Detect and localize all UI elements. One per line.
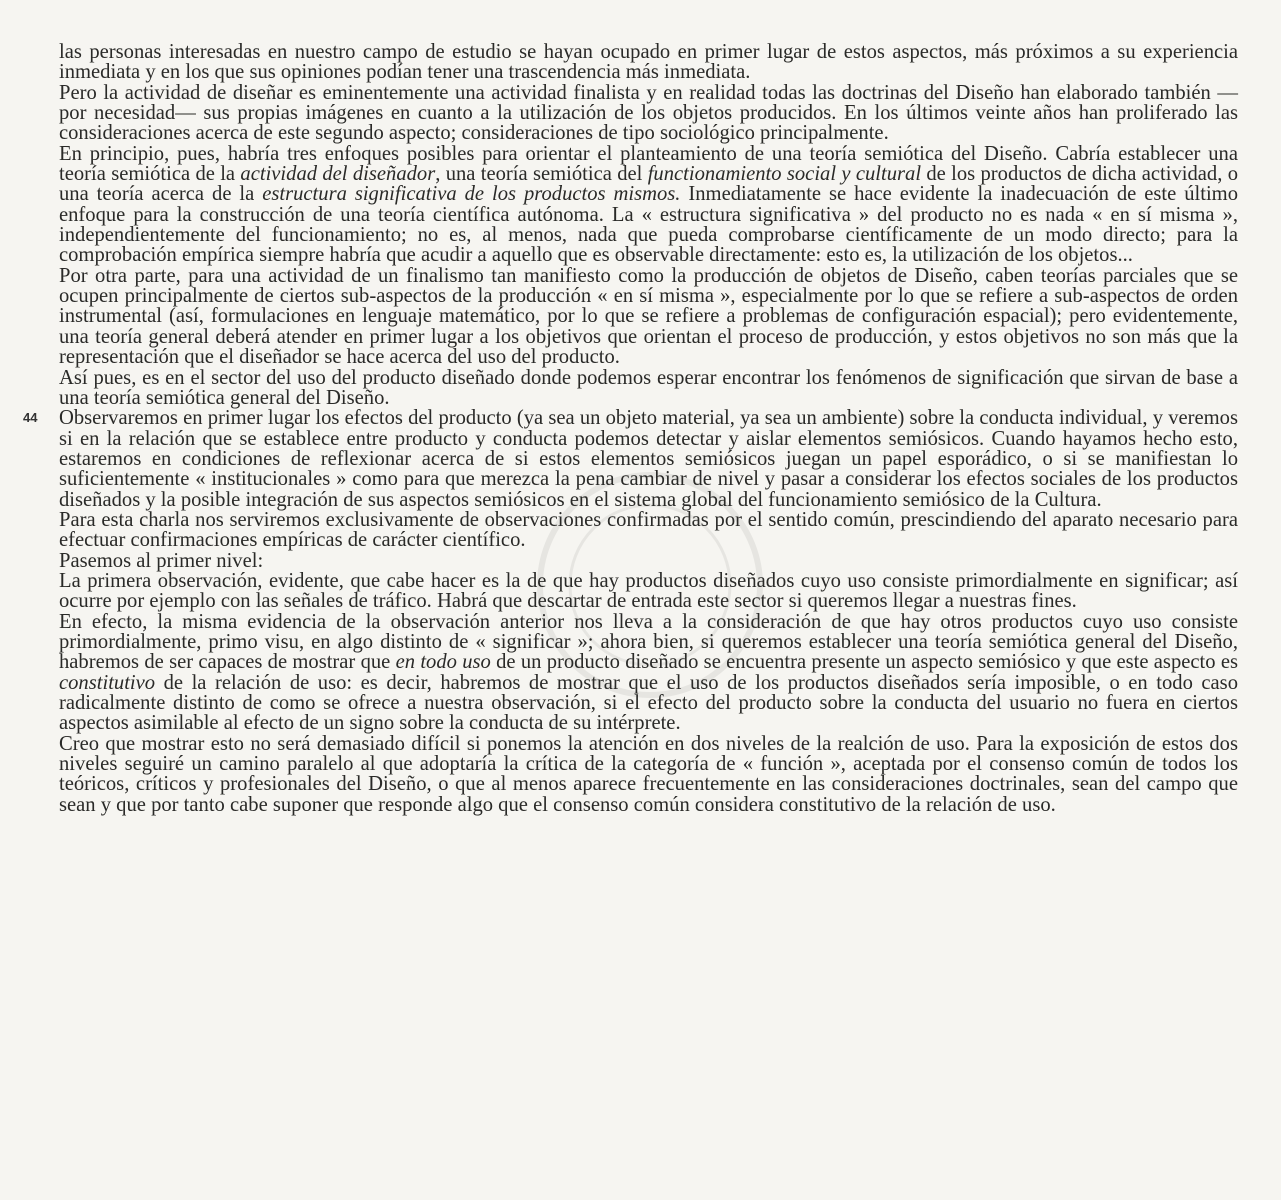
paragraph: [59, 612, 1238, 734]
text-run: de los productos de dicha actividad, o una teoría acerca de la: [59, 163, 1238, 206]
italic-phrase: functionamiento social y cultural: [647, 163, 922, 186]
paragraph: [59, 42, 1238, 83]
paragraph: [59, 408, 1238, 510]
paragraph: [59, 571, 1238, 612]
text-run: Por otra parte, para una actividad de un finalismo tan manifiesto como la producción de objetos de Diseño, caben teorías parciales que se ocupen principalmente de ciertos sub-aspectos de la producción « en sí misma », especialmente por lo que se refiere a sub-aspectos de orden instrumental (así, formulaciones en lenguaje matemático, por lo que se refiere a problemas de configuración espacial); pero evidentemente, una teoría general deberá atender en primer lugar a los objetivos que orientan el proceso de producción, y estos objetivos no son más que la representación que el diseñador se hace acerca del uso del producto.: [59, 264, 1238, 369]
text-run: , una teoría semiótica del: [435, 163, 648, 186]
text-run: Pero la actividad de diseñar es eminentemente una actividad finalista y en realidad todas las doctrinas del Diseño han elaborado también — por necesidad— sus propias imágenes en cuanto a la utilización de los objetos producidos. En los últimos veinte años han proliferado las consideraciones acerca de este segundo aspecto; consideraciones de tipo sociológico principalmente.: [59, 81, 1238, 145]
italic-phrase: en todo uso: [395, 651, 491, 674]
body-text: [59, 42, 1238, 815]
text-run: Inmediatamente se hace evidente la inadecuación de este último enfoque para la construcción de una teoría científica autónoma. La « estructura significativa » del producto no es nada « en sí misma », independientemente del funcionamiento; no es, al menos, nada que pueda comprobarse científicamente de un modo directo; para la comprobación empírica siempre habría que acudir a aquello que es observable directamente: esto es, la utilización de los objetos...: [59, 183, 1238, 267]
paragraph: [59, 83, 1238, 144]
paragraph: [59, 734, 1238, 815]
text-run: Observaremos en primer lugar los efectos del producto (ya sea un objeto material, ya sea un ambiente) sobre la conducta individual, y veremos si en la relación que se establece entre producto y conducta podemos detectar y aislar elementos semiósicos. Cuando hayamos hecho esto, estaremos en condiciones de reflexionar acerca de si estos elementos semiósicos juegan un papel esporádico, o si se manifiestan lo suficientemente « institucionales » como para que merezca la pena cambiar de nivel y pasar a considerar los efectos sociales de los productos diseñados y la posible integración de sus aspectos semiósicos en el sistema global del funcionamiento semiósico de la Cultura.: [59, 407, 1238, 511]
paragraph: [59, 266, 1238, 368]
text-run: de la relación de uso: es decir, habremos de mostrar que el uso de los productos diseñados sería imposible, o en todo caso radicalmente distinto de como se ofrece a nuestra observación, si el efecto del producto sobre la conducta del usuario no fuera en ciertos aspectos asimilable al efecto de un signo sobre la conducta de su intérprete.: [59, 671, 1238, 735]
text-run: de un producto diseñado se encuentra presente un aspecto semiósico y que este aspecto es: [490, 651, 1238, 674]
page-number: 44: [23, 410, 38, 425]
text-run: En efecto, la misma evidencia de la observación anterior nos lleva a la consideración de que hay otros productos cuyo uso consiste primordialmente, primo visu, en algo distinto de « significar »; ahora bien, si queremos establecer una teoría semiótica general del Diseño, habremos de ser capaces de mostrar que: [59, 610, 1238, 674]
italic-phrase: estructura significativa de los productos mismos.: [262, 183, 681, 206]
italic-phrase: actividad del diseñador: [240, 163, 436, 186]
text-run: En principio, pues, habría tres enfoques posibles para orientar el planteamiento de una teoría semiótica del Diseño. Cabría establecer una teoría semiótica de la: [59, 142, 1238, 186]
text-run: las personas interesadas en nuestro campo de estudio se hayan ocupado en primer lugar de estos aspectos, más próximos a su experiencia inmediata y en los que sus opiniones podían tener una trascendencia más inmediata.: [59, 41, 1238, 84]
paragraph: [59, 510, 1238, 551]
paragraph: [59, 144, 1238, 266]
text-run: Creo que mostrar esto no será demasiado difícil si ponemos la atención en dos niveles de la realción de uso. Para la exposición de estos dos niveles seguiré un camino paralelo al que adoptaría la crítica de la categoría de « función », aceptada por el consenso común de todos los teóricos, críticos y profesionales del Diseño, o que al menos aparece frecuentemente en las consideraciones doctrinales, sean del campo que sean y que por tanto cabe suponer que responde algo que el consenso común considera constitutivo de la relación de uso.: [59, 732, 1238, 816]
text-run: Pasemos al primer nivel:: [59, 549, 264, 572]
text-run: La primera observación, evidente, que cabe hacer es la de que hay productos diseñados cuyo uso consiste primordialmente en significar; así ocurre por ejemplo con las señales de tráfico. Habrá que descartar de entrada este sector si queremos llegar a nuestras fines.: [59, 569, 1238, 613]
paragraph: [59, 551, 1238, 571]
italic-phrase: constitutivo: [59, 671, 156, 694]
paragraph: [59, 368, 1238, 409]
text-run: Así pues, es en el sector del uso del producto diseñado donde podemos esperar encontrar los fenómenos de significación que sirvan de base a una teoría semiótica general del Diseño.: [59, 366, 1238, 409]
text-run: Para esta charla nos serviremos exclusivamente de observaciones confirmadas por el sentido común, prescindiendo del aparato necesario para efectuar confirmaciones empíricas de carácter científico.: [59, 508, 1238, 552]
